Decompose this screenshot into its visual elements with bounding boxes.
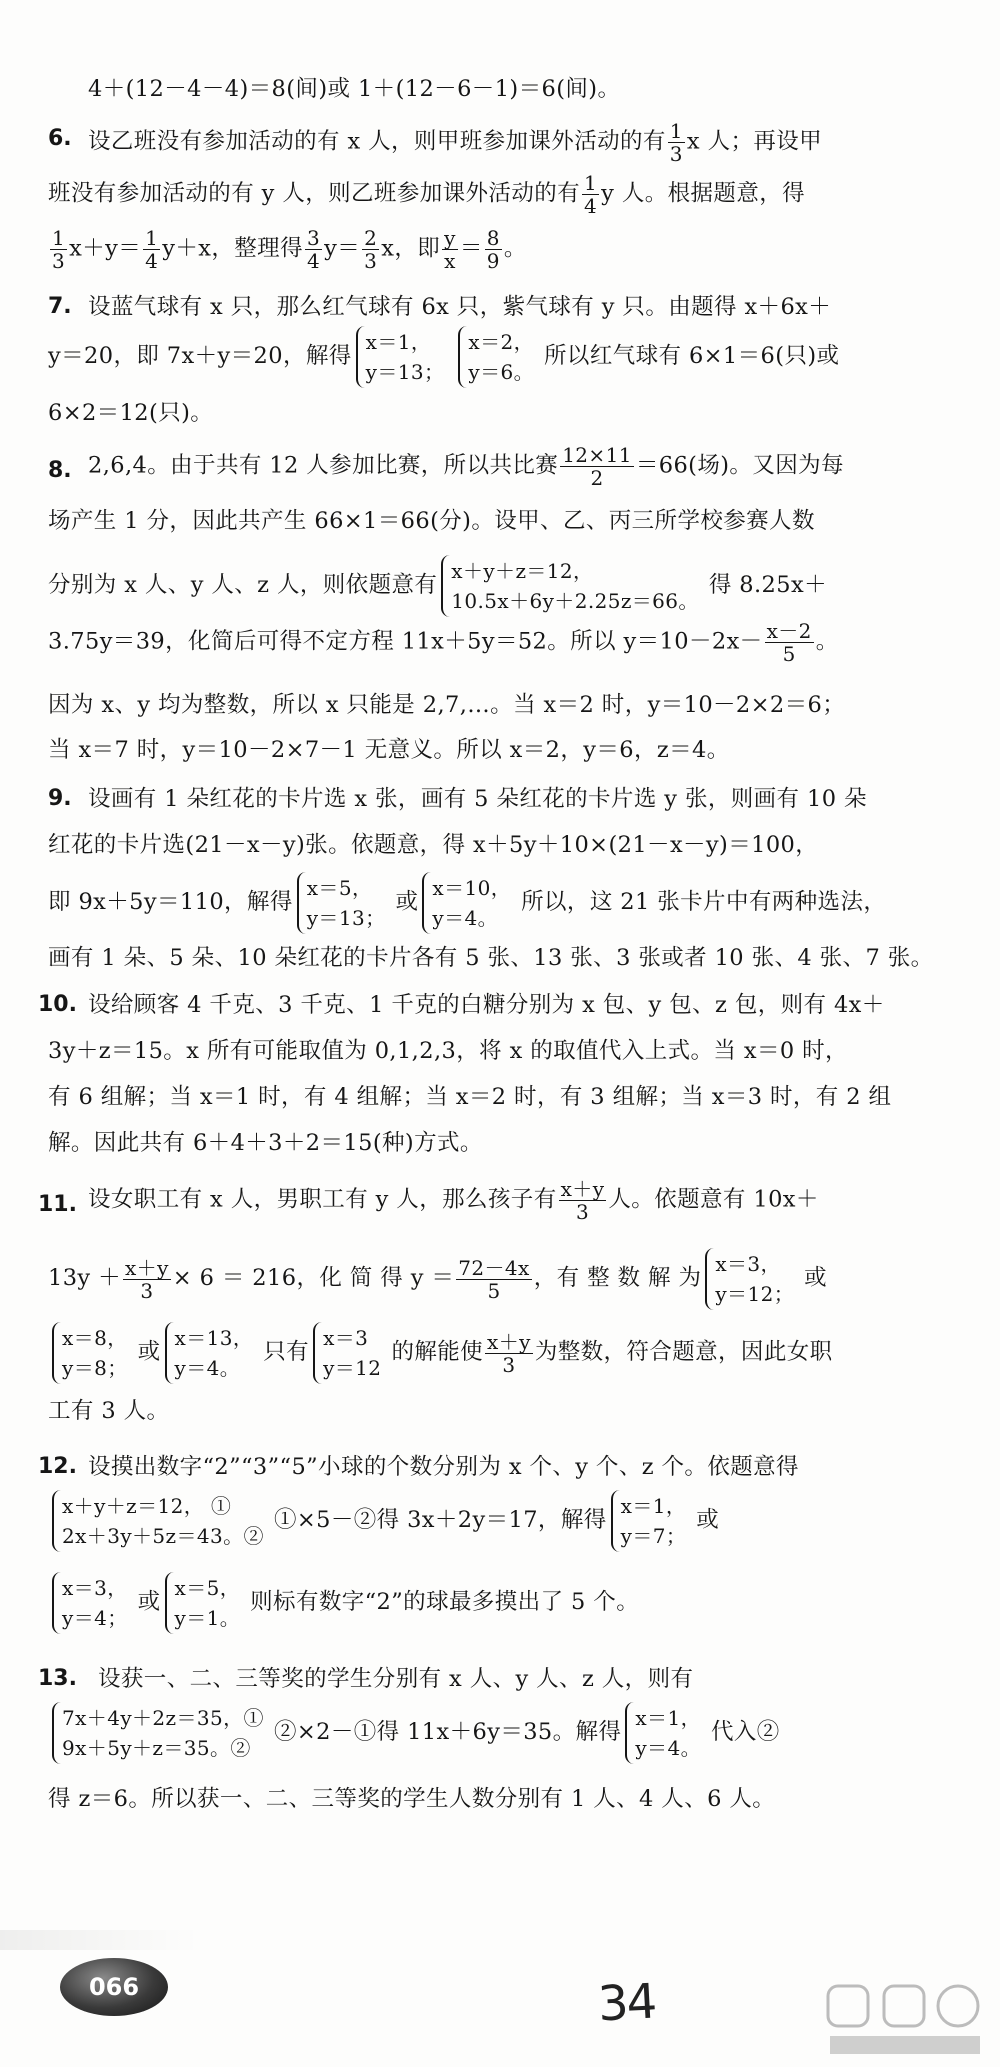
problem-11-line-2: 13y ＋ $\frac{x+y}{3}$ × 6 ＝ 216，化 简 得 y ＝ $\frac{72-4x}{5}$ ，有 整 数 解 为 x＝3， y＝12； 或 xyxy=(48,1248,827,1310)
problem-8-line-6: 当 x＝7 时，y＝10－2×7－1 无意义。所以 x＝2，y＝6，z＝4。 xyxy=(48,737,730,763)
problem-7-line-3: 6×2＝12(只)。 xyxy=(48,400,214,426)
fraction: $\frac{1}{4}$ xyxy=(145,226,159,273)
problem-13-line-2: 7x＋4y＋2z＝35，① 9x＋5y＋z＝35。② ②×2－①得 11x＋6y＝35。解得 x＝1， y＝4。 代入② xyxy=(48,1702,780,1764)
equation-system: x＋y＋z＝12， ① 2x＋3y＋5z＝43。② xyxy=(52,1490,270,1552)
problem-10-line-2: 3y＋z＝15。x 所有可能取值为 0,1,2,3，将 x 的取值代入上式。当 x＝0 时， xyxy=(48,1038,848,1064)
problem-number-12: 12. xyxy=(38,1454,77,1479)
problem-number-9: 9. xyxy=(48,786,72,811)
equation-system: x＝1， y＝7； xyxy=(611,1490,693,1552)
equation-system: x＝10， y＝4。 xyxy=(422,872,517,934)
footer-shadow xyxy=(0,1930,200,1950)
problem-9-line-1: 设画有 1 朵红花的卡片选 x 张，画有 5 朵红花的卡片选 y 张，则画有 10 朵 xyxy=(88,786,867,812)
problem-number-8: 8. xyxy=(48,458,72,483)
fraction: $\frac{2}{3}$ xyxy=(364,226,378,273)
problem-number-13: 13. xyxy=(38,1666,77,1691)
problem-11-line-1: 设女职工有 x 人，男职工有 y 人，那么孩子有 $\frac{x+y}{3}$ 人。依题意有 10x＋ xyxy=(88,1177,819,1224)
problem-12-line-2: x＋y＋z＝12， ① 2x＋3y＋5z＝43。② ①×5－②得 3x＋2y＝17，解得 x＝1， y＝7； 或 xyxy=(48,1490,719,1552)
problem-13-line-3: 得 z＝6。所以获一、二、三等奖的学生人数分别有 1 人、4 人、6 人。 xyxy=(48,1786,776,1812)
equation-system: x＝2， y＝6。 xyxy=(458,326,540,388)
fraction: $\frac{x+y}{3}$ xyxy=(560,1177,605,1224)
problem-number-10: 10. xyxy=(38,992,77,1017)
problem-10-line-1: 设给顾客 4 千克、3 千克、1 千克的白糖分别为 x 包、y 包、z 包，则有 4x＋ xyxy=(88,992,885,1018)
problem-number-11: 11. xyxy=(38,1192,77,1217)
problem-8-line-2: 场产生 1 分，因此共产生 66×1＝66(分)。设甲、乙、丙三所学校参赛人数 xyxy=(48,508,815,534)
fraction: $\frac{1}{3}$ xyxy=(52,226,66,273)
problem-number-6: 6. xyxy=(48,126,72,151)
equation-system: x＝5， y＝1。 xyxy=(165,1572,247,1634)
problem-11-line-3: x＝8， y＝8； 或 x＝13， y＝4。 只有 x＝3 y＝12 的解能使 $\frac{x+y}{3}$ 为整数，符合题意，因此女职 xyxy=(48,1322,833,1384)
problem-9-line-4: 画有 1 朵、5 朵、10 朵红花的卡片各有 5 张、13 张、3 张或者 10 张、4 张、7 张。 xyxy=(48,945,934,971)
fraction: $\frac{y}{x}$ xyxy=(444,226,456,273)
problem-7-line-2: y＝20，即 7x＋y＝20，解得 x＝1， y＝13； x＝2， y＝6。 所以红气球有 6×1＝6(只)或 xyxy=(48,326,839,388)
equation-system: x＝1， y＝4。 xyxy=(625,1702,707,1764)
equation-system: x＝1， y＝13； xyxy=(356,326,451,388)
equation-system: x＝3， y＝4； xyxy=(52,1572,134,1634)
equation-system: 7x＋4y＋2z＝35，① 9x＋5y＋z＝35。② xyxy=(52,1702,270,1764)
fraction: $\frac{x+y}{3}$ xyxy=(487,1329,531,1377)
problem-12-line-1: 设摸出数字“2”“3”“5”小球的个数分别为 x 个、y 个、z 个。依题意得 xyxy=(88,1454,799,1480)
fraction: $\frac{x+y}{3}$ xyxy=(125,1255,169,1303)
problem-10-line-4: 解。因此共有 6＋4＋3＋2＝15(种)方式。 xyxy=(48,1130,483,1156)
page-number-badge: 066 xyxy=(60,1958,168,2016)
problem-6-line-3: $\frac{1}{3}$ x＋y＝ $\frac{1}{4}$ y＋x，整理得 $\frac{3}{4}$ y＝ $\frac{2}{3}$ x，即 $\frac{y}{x}$ ＝ $\frac{8}{9}$ 。 xyxy=(52,226,527,273)
problem-8-line-5: 因为 x、y 均为整数，所以 x 只能是 2,7,…。当 x＝2 时，y＝10－2×2＝6； xyxy=(48,692,846,718)
problem-6-line-1: 设乙班没有参加活动的有 x 人，则甲班参加课外活动的有 $\frac{1}{3}$ x 人；再设甲 xyxy=(88,119,823,166)
handwritten-note: 34 xyxy=(596,1973,657,2033)
fraction: $\frac{8}{9}$ xyxy=(486,226,500,273)
problem-7-line-1: 设蓝气球有 x 只，那么红气球有 6x 只，紫气球有 y 只。由题得 x＋6x＋ xyxy=(88,294,832,320)
problem-9-line-3: 即 9x＋5y＝110，解得 x＝5， y＝13； 或 x＝10， y＝4。 所以，这 21 张卡片中有两种选法， xyxy=(48,872,886,934)
problem-11-line-4: 工有 3 人。 xyxy=(48,1398,170,1424)
equation-system: x＝3 y＝12 xyxy=(313,1322,387,1384)
problem-8-line-4: 3.75y＝39，化简后可得不定方程 11x＋5y＝52。所以 y＝10－2x－ $\frac{x-2}{5}$ 。 xyxy=(48,619,839,666)
equation-system: x＝3， y＝12； xyxy=(705,1248,800,1310)
problem-9-line-2: 红花的卡片选(21－x－y)张。依题意，得 x＋5y＋10×(21－x－y)＝100， xyxy=(48,832,819,858)
problem-6-line-2: 班没有参加活动的有 y 人，则乙班参加课外活动的有 $\frac{1}{4}$ y 人。根据题意，得 xyxy=(48,171,806,218)
fraction: $\frac{72-4x}{5}$ xyxy=(458,1255,530,1303)
equation-system: x＝8， y＝8； xyxy=(52,1322,134,1384)
equation-system: x＝13， y＝4。 xyxy=(165,1322,260,1384)
watermark-logo xyxy=(820,1980,990,2060)
fraction: $\frac{x-2}{5}$ xyxy=(766,619,812,666)
problem-number-7: 7. xyxy=(48,294,72,319)
equation-system: x＝5， y＝13； xyxy=(297,872,392,934)
equation-system: x＋y＋z＝12， 10.5x＋6y＋2.25z＝66。 xyxy=(441,555,705,617)
text-line: 4＋(12－4－4)＝8(间)或 1＋(12－6－1)＝6(间)。 xyxy=(88,76,621,102)
problem-12-line-3: x＝3， y＝4； 或 x＝5， y＝1。 则标有数字“2”的球最多摸出了 5 个。 xyxy=(48,1572,639,1634)
problem-8-line-3: 分别为 x 人、y 人、z 人，则依题意有 x＋y＋z＝12， 10.5x＋6y＋2.25z＝66。 得 8.25x＋ xyxy=(48,555,827,617)
problem-10-line-3: 有 6 组解；当 x＝1 时，有 4 组解；当 x＝2 时，有 3 组解；当 x＝3 时，有 2 组 xyxy=(48,1084,892,1110)
problem-8-line-1: 2,6,4。由于共有 12 人参加比赛，所以共比赛 $\frac{12\times 11}{2}$ ＝66(场)。又因为每 xyxy=(88,443,844,490)
fraction: $\frac{1}{3}$ xyxy=(669,119,683,166)
fraction: $\frac{1}{4}$ xyxy=(584,171,598,218)
fraction: $\frac{3}{4}$ xyxy=(306,226,321,273)
fraction: $\frac{12\times 11}{2}$ xyxy=(562,443,632,490)
problem-13-line-1: 设获一、二、三等奖的学生分别有 x 人、y 人、z 人，则有 xyxy=(98,1666,694,1692)
